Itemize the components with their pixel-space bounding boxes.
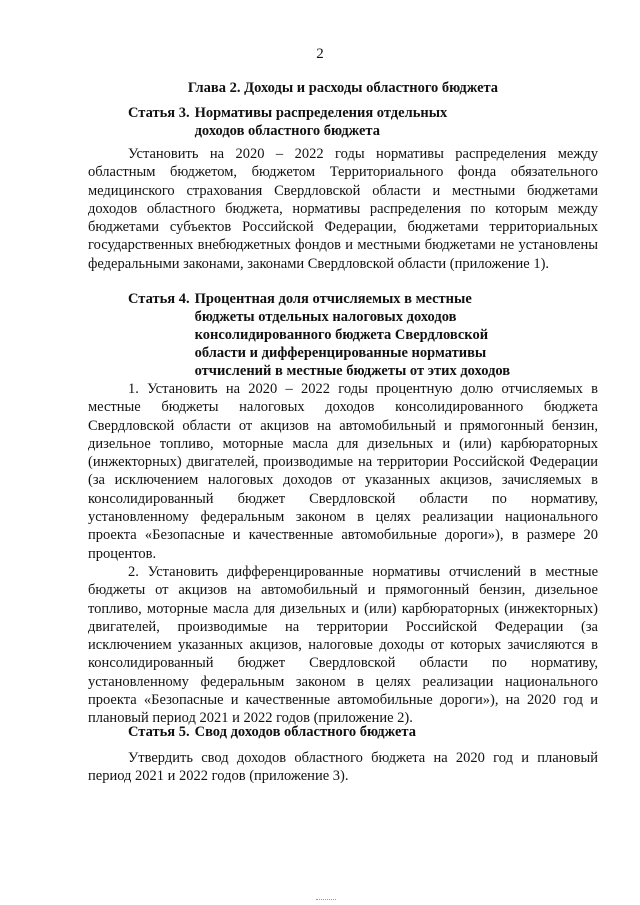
article-4-paragraph-1: 1. Установить на 2020 – 2022 годы процентную долю отчисляемых в местные бюджеты налоговых доходов консолидированного бюджета Свердловской области от акцизов на автомобильный и прямогонный бензин, дизельное топливо, моторные масла для дизельных и (или) карбюраторных (инжекторных) двигателей, производимые на территории Российской Федерации (за исключением налоговых доходов от указанных акцизов, зачисляемых в консолидированный бюджет Свердловской области по нормативу, установленному федеральным законом в целях реализации национального проекта «Безопасные и качественные автомобильные дороги»), в размере 20 процентов.	[88, 381, 598, 562]
chapter-heading: Глава 2. Доходы и расходы областного бюджета	[187, 80, 499, 96]
article-3-title: Нормативы распределения отдельных доходов областного бюджета	[194, 105, 448, 139]
article-4-heading	[128, 290, 510, 380]
article-4-number: Статья 4.	[128, 291, 190, 307]
article-4-paragraph-2: 2. Установить дифференцированные нормативы отчислений в местные бюджеты от акцизов на автомобильный и прямогонный бензин, дизельное топливо, моторные масла для дизельных и (или) карбюраторных (инжекторных) двигателей, производимые на территории Российской Федерации (за исключением указанных акцизов, налоговые доходы от которых зачисляются в консолидированный бюджет Свердловской области по нормативу, установленному федеральным законом в целях реализации национального проекта «Безопасные и качественные автомобильные дороги»), на 2020 год и плановый период 2021 и 2022 годов (приложение 2).	[88, 564, 598, 727]
article-3-paragraph-1: Установить на 2020 – 2022 годы нормативы распределения между областным бюджетом, бюджетом Территориального фонда обязательного медицинского страхования Свердловской области и местными бюджетами доходов областного бюджета, нормативы распределения по которым между бюджетами субъектов Российской Федерации, бюджетами территориальных государственных внебюджетных фондов и местными бюджетами не установлены федеральными законами, законами Свердловской области (приложение 1).	[88, 146, 598, 272]
article-3-number: Статья 3.	[128, 105, 190, 121]
scan-artifact	[316, 899, 336, 904]
article-3-heading	[128, 104, 447, 140]
article-5-heading	[128, 723, 416, 741]
page-number: 2	[316, 46, 324, 62]
article-5-paragraph-1: Утвердить свод доходов областного бюджета на 2020 год и плановый период 2021 и 2022 годов (приложение 3).	[88, 750, 598, 785]
article-5-title: Свод доходов областного бюджета	[194, 724, 416, 740]
article-4-title: Процентная доля отчисляемых в местные бюджеты отдельных налоговых доходов консолидированного бюджета Свердловской области и дифференцированные нормативы отчислений в местные бюджеты от этих доходов	[194, 291, 511, 379]
article-5-number: Статья 5.	[128, 724, 190, 740]
